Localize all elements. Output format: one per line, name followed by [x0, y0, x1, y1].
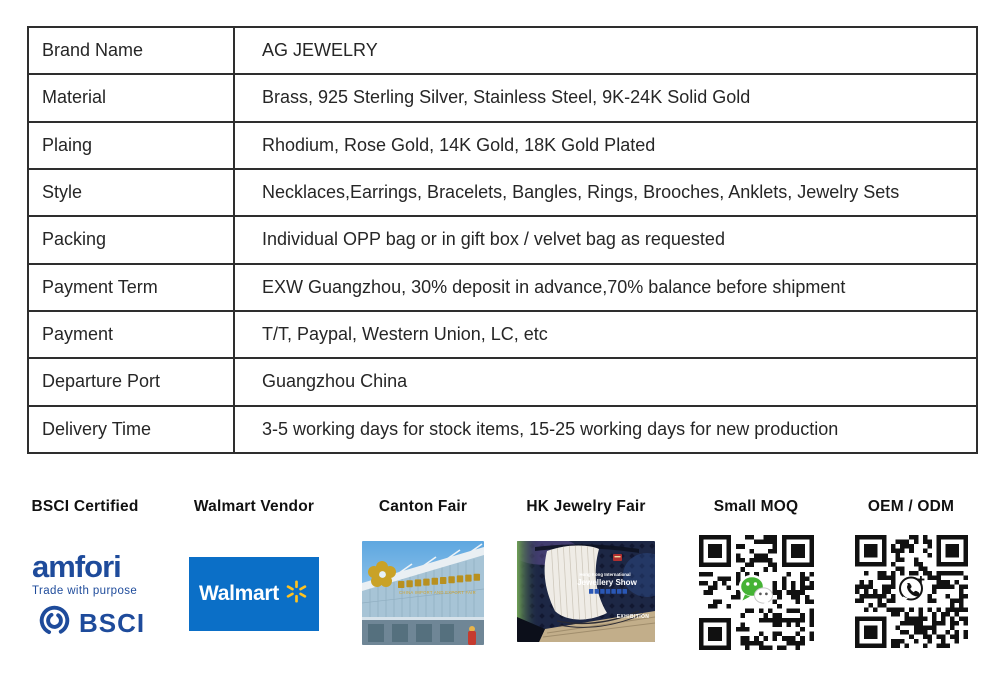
- spec-value-cell: EXW Guangzhou, 30% deposit in advance,70% balance before shipment: [234, 264, 977, 311]
- table-row: [28, 27, 977, 74]
- table-row: [28, 74, 977, 121]
- badge-bsci-certified: [20, 498, 150, 642]
- spec-label-cell: Brand Name: [28, 27, 234, 74]
- hk-exhibition-text: EXHIBITION: [616, 614, 650, 620]
- product-spec-table: [27, 26, 978, 454]
- badge-oem-odm: [852, 498, 970, 648]
- spec-label-cell: Plaing: [28, 122, 234, 169]
- spec-value-cell: Individual OPP bag or in gift box / velvet bag as requested: [234, 216, 977, 263]
- spec-value-cell: Rhodium, Rose Gold, 14K Gold, 18K Gold Plated: [234, 122, 977, 169]
- walmart-spark-icon: [284, 579, 309, 609]
- hk-jewelry-fair-photo: [517, 541, 655, 642]
- table-row: [28, 311, 977, 358]
- table-row: [28, 169, 977, 216]
- spec-table-body: [28, 27, 977, 453]
- badge-label: Canton Fair: [378, 498, 468, 515]
- hk-show-line2: Jewellery Show: [577, 578, 637, 587]
- spec-label-cell: Payment Term: [28, 264, 234, 311]
- amfori-tagline: Trade with purpose: [32, 585, 138, 597]
- table-row: [28, 264, 977, 311]
- badge-label: OEM / ODM: [867, 498, 955, 515]
- spec-value-cell: Guangzhou China: [234, 358, 977, 405]
- table-row: [28, 406, 977, 453]
- badge-label: HK Jewelry Fair: [526, 498, 646, 515]
- whatsapp-icon: [894, 572, 928, 611]
- spec-label-cell: Packing: [28, 216, 234, 263]
- spec-value-cell: 3-5 working days for stock items, 15-25 working days for new production: [234, 406, 977, 453]
- spec-label-cell: Delivery Time: [28, 406, 234, 453]
- wechat-icon: [737, 572, 775, 613]
- spec-label-cell: Material: [28, 74, 234, 121]
- amfori-wordmark: amfori: [32, 549, 121, 584]
- bsci-wordmark: BSCI: [79, 607, 146, 638]
- canton-caption: CHINA IMPORT AND EXPORT FAIR: [399, 590, 476, 595]
- spec-value-cell: AG JEWELRY: [234, 27, 977, 74]
- badge-hk-jewelry-fair: [514, 498, 658, 642]
- spec-value-cell: T/T, Paypal, Western Union, LC, etc: [234, 311, 977, 358]
- amfori-bsci-logo: [20, 549, 150, 642]
- badge-label: Small MOQ: [713, 498, 799, 515]
- badge-small-moq: [697, 498, 815, 650]
- spec-label-cell: Departure Port: [28, 358, 234, 405]
- hk-show-logo-chip: [613, 554, 622, 561]
- hk-show-cn-blocks: [589, 589, 627, 594]
- spec-label-cell: Payment: [28, 311, 234, 358]
- canton-visitor-figure: [468, 626, 476, 645]
- table-row: [28, 358, 977, 405]
- badge-label: BSCI Certified: [31, 498, 139, 515]
- badge-label: Walmart Vendor: [193, 498, 315, 515]
- spec-value-cell: Brass, 925 Sterling Silver, Stainless Steel, 9K-24K Solid Gold: [234, 74, 977, 121]
- walmart-logo: [189, 557, 319, 631]
- hk-show-line1: Hong Kong International: [579, 572, 631, 577]
- whatsapp-qr-code: [855, 535, 968, 648]
- badge-canton-fair: [360, 498, 486, 645]
- spec-value-cell: Necklaces,Earrings, Bracelets, Bangles, Rings, Brooches, Anklets, Jewelry Sets: [234, 169, 977, 216]
- canton-fair-photo: [362, 541, 484, 645]
- table-row: [28, 216, 977, 263]
- table-row: [28, 122, 977, 169]
- walmart-wordmark: Walmart: [199, 582, 279, 605]
- wechat-qr-code: [699, 535, 814, 650]
- spec-label-cell: Style: [28, 169, 234, 216]
- badge-walmart-vendor: [186, 498, 322, 631]
- bsci-swirl-icon: [38, 604, 71, 642]
